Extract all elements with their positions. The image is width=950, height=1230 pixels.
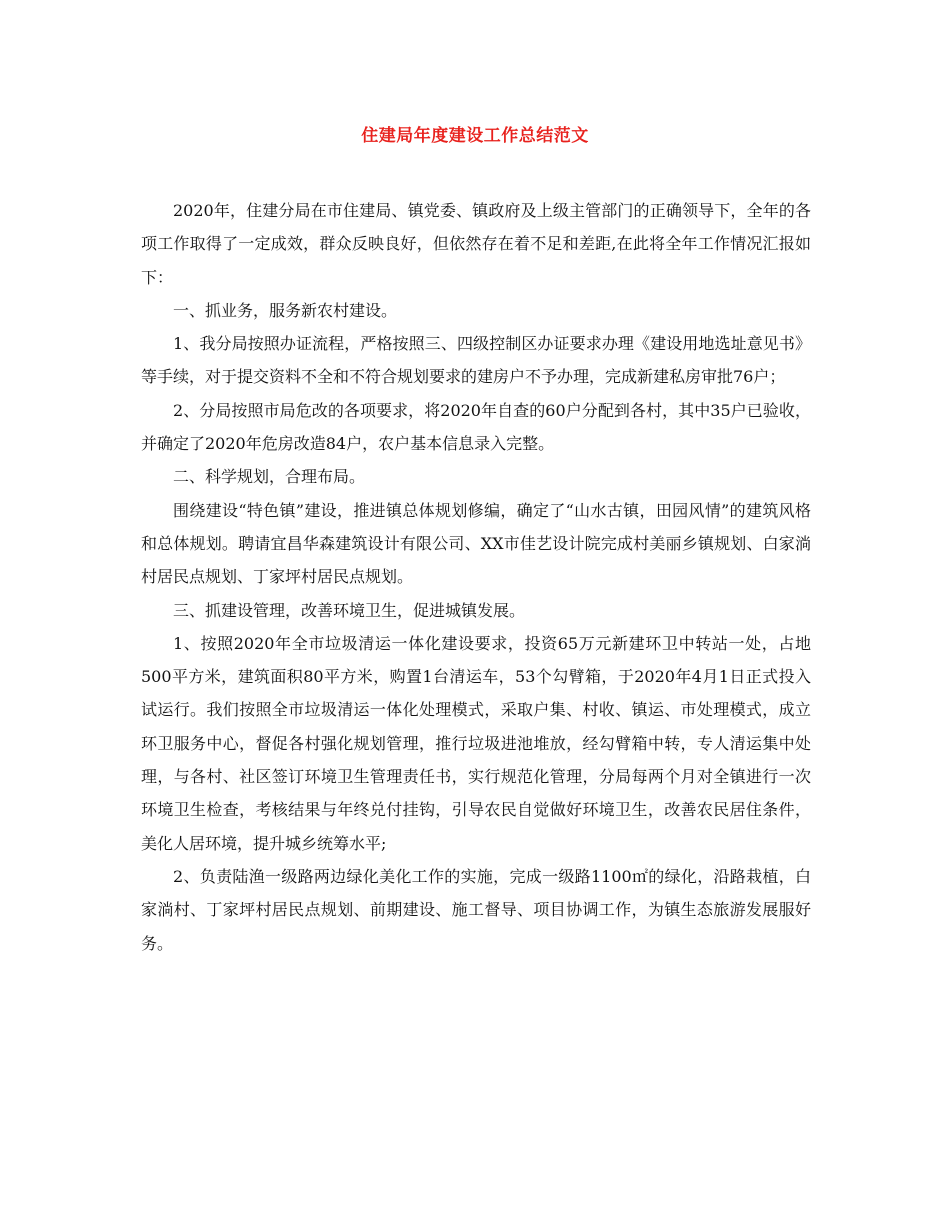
paragraph-3-1: 1、按照2020年全市垃圾清运一体化建设要求，投资65万元新建环卫中转站一处，占地500平方米，建筑面积80平方米，购置1台清运车，53个勾臂箱，于2020年4月1日正式投入试运行。我们按照全市垃圾清运一体化处理模式，采取户集、村收、镇运、市处理模式，成立环卫服务中心，督促各村强化规划管理，推行垃圾进池堆放，经勾臂箱中转，专人清运集中处理，与各村、社区签订环境卫生管理责任书，实行规范化管理，分局每两个月对全镇进行一次环境卫生检查，考核结果与年终兑付挂钩，引导农民自觉做好环境卫生，改善农民居住条件，美化人居环境，提升城乡统筹水平; bbox=[141, 633, 811, 853]
section-heading-2: 二、科学规划，合理布局。 bbox=[173, 467, 366, 487]
document-title: 住建局年度建设工作总结范文 bbox=[361, 126, 589, 146]
section-heading-1: 一、抓业务，服务新农村建设。 bbox=[173, 300, 398, 320]
paragraph-intro: 2020年，住建分局在市住建局、镇党委、镇政府及上级主管部门的正确领导下，全年的各项工作取得了一定成效，群众反映良好，但依然存在着不足和差距,在此将全年工作情况汇报如下： bbox=[141, 201, 811, 287]
paragraph-2-1: 围绕建设“特色镇”建设，推进镇总体规划修编，确定了“山水古镇，田园风情”的建筑风格和总体规划。聘请宜昌华森建筑设计有限公司、XX市佳艺设计院完成村美丽乡镇规划、白家淌村居民点规划、丁家坪村居民点规划。 bbox=[141, 500, 811, 587]
section-heading-3: 三、抓建设管理，改善环境卫生，促进城镇发展。 bbox=[173, 600, 526, 620]
paragraph-1-1: 1、我分局按照办证流程，严格按照三、四级控制区办证要求办理《建设用地选址意见书》等手续，对于提交资料不全和不符合规划要求的建房户不予办理，完成新建私房审批76户； bbox=[141, 334, 811, 387]
paragraph-3-2: 2、负责陆渔一级路两边绿化美化工作的实施，完成一级路1100㎡的绿化，沿路栽植，白家淌村、丁家坪村居民点规划、前期建设、施工督导、项目协调工作，为镇生态旅游发展服好务。 bbox=[141, 866, 811, 953]
document-body bbox=[141, 194, 811, 960]
paragraph-1-2: 2、分局按照市局危改的各项要求，将2020年自查的60户分配到各村，其中35户已验收，并确定了2020年危房改造84户，农户基本信息录入完整。 bbox=[141, 400, 811, 454]
